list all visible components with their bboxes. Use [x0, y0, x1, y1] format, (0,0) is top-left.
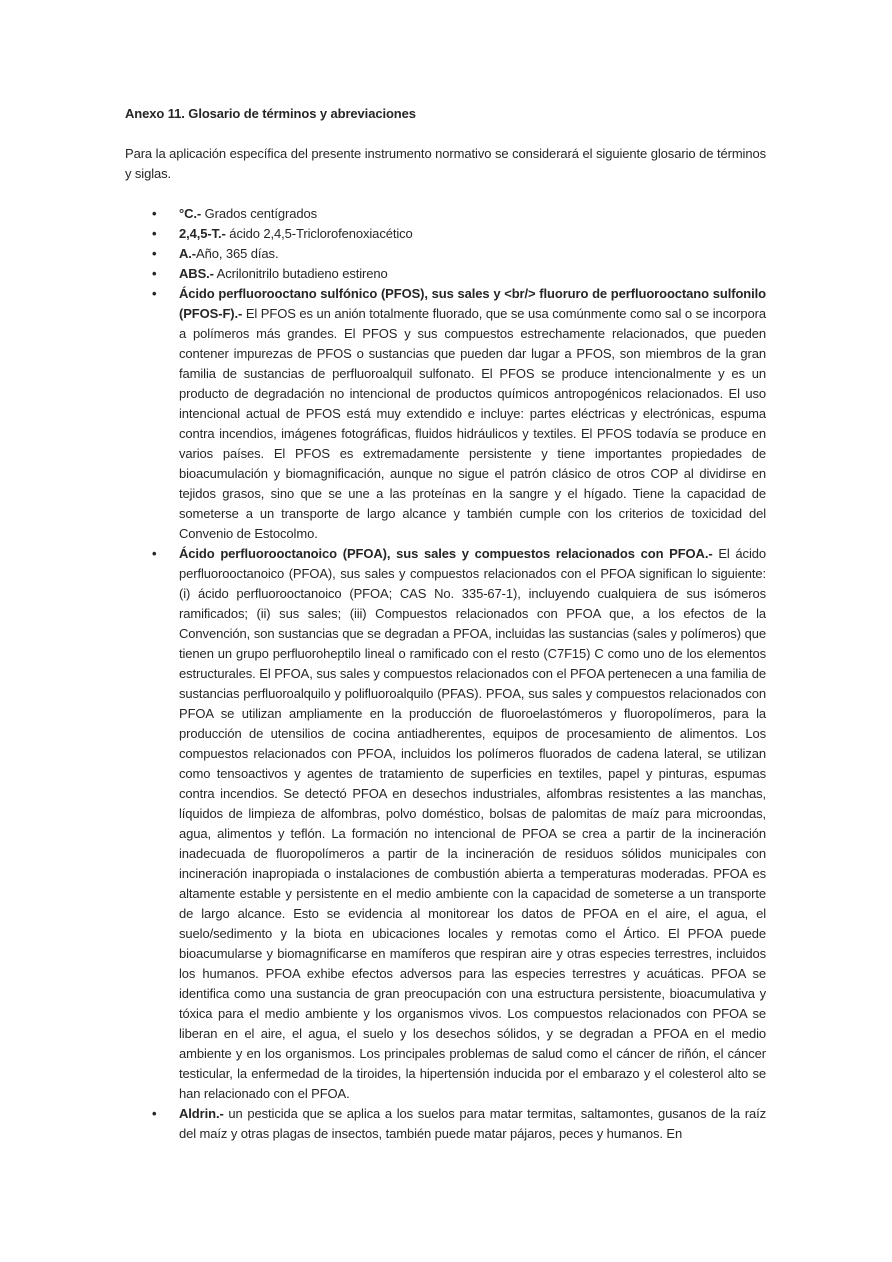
- glossary-term: Ácido perfluorooctanoico (PFOA), sus sales y compuestos relacionados con PFOA.-: [179, 546, 713, 561]
- glossary-item: [125, 244, 766, 264]
- glossary-list: [125, 204, 766, 1144]
- glossary-definition: El PFOS es un anión totalmente fluorado, que se usa comúnmente como sal o se incorpora a polímeros más grandes. El PFOS y sus compuestos estrechamente relacionados, que pueden contener impurezas de PFOS o sustancias que pueden dar lugar a PFOS, son miembros de la gran familia de sustancias de perfluoroalquil sulfonato. El PFOS se produce intencionalmente y es un producto de degradación no intencional de productos químicos antropogénicos relacionados. El uso intencional actual de PFOS está muy extendido e incluye: partes eléctricas y electrónicas, espuma contra incendios, imágenes fotográficas, fluidos hidráulicos y textiles. El PFOS todavía se produce en varios países. El PFOS es extremadamente persistente y tiene importantes propiedades de bioacumulación y biomagnificación, aunque no sigue el patrón clásico de otros COP al dividirse en tejidos grasos, sino que se une a las proteínas en la sangre y el hígado. Tiene la capacidad de someterse a un transporte de largo alcance y también cumple con los criterios de toxicidad del Convenio de Estocolmo.: [179, 306, 766, 541]
- glossary-item: [125, 544, 766, 1104]
- glossary-definition: ácido 2,4,5-Triclorofenoxiacético: [225, 226, 413, 241]
- glossary-definition: Acrilonitrilo butadieno estireno: [213, 266, 388, 281]
- glossary-term: 2,4,5-T.-: [179, 226, 226, 241]
- bullet-icon: •: [152, 546, 157, 561]
- glossary-item: [125, 1104, 766, 1144]
- glossary-item: [125, 264, 766, 284]
- glossary-item: [125, 204, 766, 224]
- glossary-term: Aldrin.-: [179, 1106, 224, 1121]
- glossary-item: [125, 284, 766, 544]
- bullet-icon: •: [152, 226, 157, 241]
- glossary-definition: Grados centígrados: [201, 206, 318, 221]
- glossary-item: [125, 224, 766, 244]
- bullet-icon: •: [152, 246, 157, 261]
- bullet-icon: •: [152, 266, 157, 281]
- glossary-definition: Año, 365 días.: [196, 246, 279, 261]
- bullet-icon: •: [152, 206, 157, 221]
- glossary-term: °C.-: [179, 206, 202, 221]
- bullet-icon: •: [152, 1106, 157, 1121]
- intro-paragraph: Para la aplicación específica del presente instrumento normativo se considerará el siguiente glosario de términos y siglas.: [125, 146, 766, 181]
- document-heading: Anexo 11. Glosario de términos y abreviaciones: [125, 106, 416, 121]
- bullet-icon: •: [152, 286, 157, 301]
- glossary-term: Ácido perfluorooctano sulfónico (PFOS), sus sales y <br/> fluoruro de perfluorooctano sulfonilo (PFOS-F).-: [179, 286, 766, 321]
- glossary-definition: un pesticida que se aplica a los suelos para matar termitas, saltamontes, gusanos de la raíz del maíz y otras plagas de insectos, también puede matar pájaros, peces y humanos. En: [179, 1106, 766, 1141]
- glossary-definition: El ácido perfluorooctanoico (PFOA), sus sales y compuestos relacionados con el PFOA significan lo siguiente: (i) ácido perfluorooctanoico (PFOA; CAS No. 335-67-1), incluyendo cualquiera de sus isómeros ramificados; (ii) sus sales; (iii) Compuestos relacionados con PFOA que, a los efectos de la Convención, son sustancias que se degradan a PFOA, incluidas las sustancias (sales y polímeros) que tienen un grupo perfluoroheptilo lineal o ramificado con el resto (C7F15) C como uno de los elementos estructurales. El PFOA, sus sales y compuestos relacionados con el PFOA pertenecen a una familia de sustancias perfluoroalquilo y polifluoroalquilo (PFAS). PFOA, sus sales y compuestos relacionados con PFOA se utilizan ampliamente en la producción de fluoroelastómeros y fluoropolímeros, para la producción de utensilios de cocina antiadherentes, equipos de procesamiento de alimentos. Los compuestos relacionados con PFOA, incluidos los polímeros fluorados de cadena lateral, se utilizan como tensoactivos y agentes de tratamiento de superficies en textiles, papel y pinturas, espumas contra incendios. Se detectó PFOA en desechos industriales, alfombras resistentes a las manchas, líquidos de limpieza de alfombras, polvo doméstico, bolsas de palomitas de maíz para microondas, agua, alimentos y teflón. La formación no intencional de PFOA se crea a partir de la incineración inadecuada de fluoropolímeros a partir de la incineración de residuos sólidos municipales con incineración inapropiada o instalaciones de combustión abierta a temperaturas moderadas. PFOA es altamente estable y persistente en el medio ambiente con la capacidad de someterse a un transporte de largo alcance. Esto se evidencia al monitorear los datos de PFOA en el aire, el agua, el suelo/sedimento y la biota en ubicaciones locales y remotas como el Ártico. El PFOA puede bioacumularse y biomagnificarse en mamíferos que respiran aire y otras especies terrestres, incluidos los humanos. PFOA exhibe efectos adversos para las especies terrestres y acuáticas. PFOA se identifica como una sustancia de gran preocupación con una estructura persistente, bioacumulativa y tóxica para el medio ambiente y los organismos vivos. Los compuestos relacionados con PFOA se liberan en el aire, el agua, el suelo y los desechos sólidos, y se degradan a PFOA en el medio ambiente y en los organismos. Los principales problemas de salud como el cáncer de riñón, el cáncer testicular, la enfermedad de la tiroides, la hipertensión inducida por el embarazo y el colesterol alto se han relacionado con el PFOA.: [179, 546, 766, 1101]
- glossary-term: ABS.-: [179, 266, 214, 281]
- glossary-term: A.-: [179, 246, 197, 261]
